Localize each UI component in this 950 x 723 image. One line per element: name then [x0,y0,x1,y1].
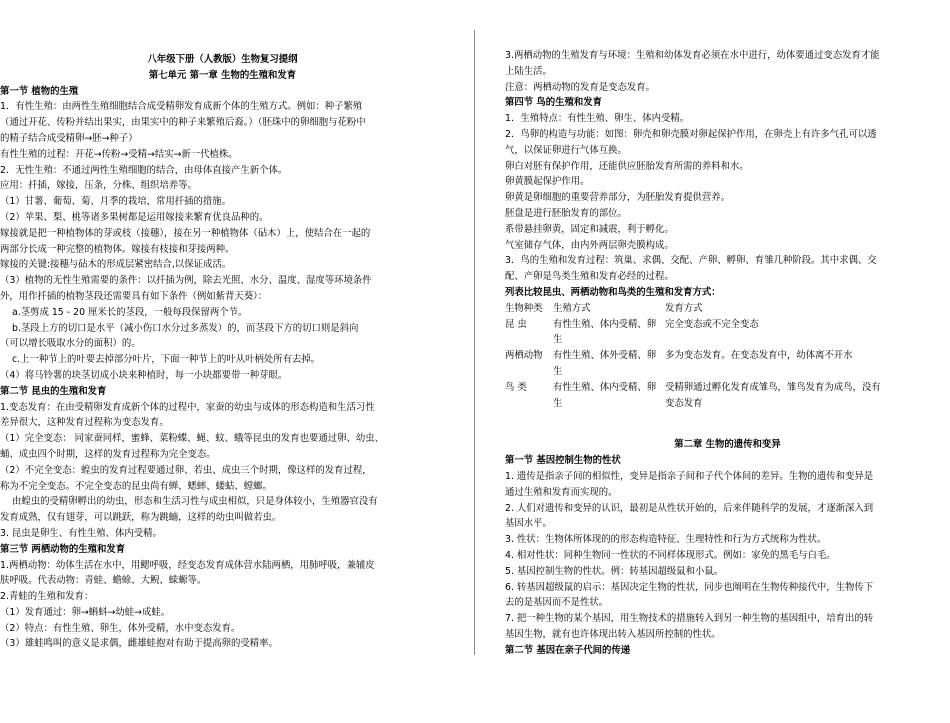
text-line: 1.两栖动物：幼体生活在水中，用鳃呼吸，经变态发育成体营水陆两栖，用肺呼吸，兼辅皮 [0,559,375,571]
text-line: 注意：两栖动物的发育是变态发育。 [505,81,656,93]
text-line: c.上一种节上的叶要去掉部分叶片，下面一种节上的叶从叶柄处所有去掉。 [12,354,321,366]
text-line: 去的是基因而不是性状。 [505,597,609,609]
table-row [505,317,881,349]
table-cell-line: 生 [553,397,563,409]
text-line: 称为不完全变态。不完全变态的昆虫尚有蝉、蟋蟀、蝼蛄、螳螂。 [0,480,272,492]
text-line: 嫁接就是把一种植物体的芽或枝（接穗），接在另一种植物体（砧木）上，使结合在一起的 [0,227,371,239]
table-cell-line: 鸟 类 [505,381,527,393]
text-line: 3.两栖动物的生殖发育与环境：生殖和幼体发育必须在水中进行，幼体要通过变态发育才能 [505,50,880,61]
text-line: （4）将马铃薯的块茎切成小块来种植时，每一小块都要带一种芽眼。 [0,369,288,381]
table-header-row [505,301,881,317]
text-line: （2）苹果、梨、桃等诸多果树都是运用嫁接来繁育优良品种的。 [0,211,269,223]
text-line: 上陆生活。 [505,65,552,77]
table-cell-line: 有性生殖、体外受精、卵 [553,350,657,362]
text-line: 1．有性生殖：由两性生殖细胞结合成受精卵发育成新个体的生殖方式。例如：种子繁殖 [0,101,363,113]
text-line: （3）雄蛙鸣叫的意义是求偶，雌雄蛙抱对有助于提高卵的受精率。 [0,638,278,650]
table-cell [505,380,553,412]
table-cell [553,348,665,380]
text-line: （通过开花、传粉并结出果实，由果实中的种子来繁殖后裔。）（胚珠中的卵细胞与花粉中 [0,117,366,129]
section-heading: 第二节 基因在亲子代间的传递 [505,644,631,656]
table-cell-line: 完全变态或不完全变态 [665,318,759,330]
left-column [0,0,445,723]
text-line: 差异很大，这种发育过程称为变态发育。 [0,417,169,429]
text-line: a.茎剪成 15 - 20 厘米长的茎段，一般每段保留两个节。 [12,306,248,318]
table-header-cell: 发育方式 [665,302,703,314]
table-cell [505,317,553,349]
table-cell [665,380,881,412]
text-line: 有性生殖的过程：开花→传粉→受精→结实→新一代植株。 [0,148,238,160]
table-cell-line: 两栖动物 [505,350,543,362]
text-line: 两部分长成一种完整的植物体。嫁接有枝接和芽接两种。 [0,243,235,255]
text-line: （1）发育通过：卵→蝌蚪→幼蛙→成蛙。 [0,606,171,618]
left-text-block [0,52,445,652]
table-cell-line: 变态发育 [665,397,703,409]
text-line: 基因生物，就有也许体现出转入基因所控制的性状。 [505,628,721,640]
table-header-cell: 生物种类 [505,302,543,314]
text-line: 1.变态发育：在由受精卵发育成新个体的过程中，家蚕的幼虫与成体的形态构造和生活习性 [0,401,375,413]
text-line: （2）不完全变态：蝗虫的发育过程要通过卵、若虫、成虫三个时期，像这样的发育过程， [0,464,372,476]
text-line: 蛹、成虫四个时期，这样的发育过程称为完全变态。 [0,448,216,460]
text-line: 2. 人们对遗传和变异的认识，最初是从性状开始的，后来伴随科学的发展，才逐渐深入到 [505,502,874,514]
text-line: 嫁接的关键:接穗与砧木的形成层紧密结合,以保证成活。 [0,259,232,271]
section-heading: 第一节 基因控制生物的性状 [505,455,621,467]
table-header-cell: 生殖方式 [553,302,591,314]
text-line: 由蝗虫的受精卵孵出的幼虫，形态和生活习性与成虫相似，只是身体较小，生殖器官没有 [12,496,378,508]
text-line: （3）植物的无性生殖需要的条件：以扦插为例，除去光照、水分、温度、湿度等环境条件 [0,275,372,287]
table-cell [505,348,553,380]
text-line: 外，用作扦插的植物茎段还需要具有如下条件（例如紫背天葵）： [0,290,268,302]
text-line: 发育成熟，仅有翅芽，可以跳跃，称为跳蝻，这样的幼虫叫做若虫。 [0,512,282,524]
right-text-block-top [505,48,950,301]
text-line: 3．鸟的生殖和发育过程：筑巢、求偶、交配、产卵、孵卵、育雏几种阶段。其中求偶、交 [505,255,877,267]
table-cell [665,317,881,349]
text-line: 3. 昆虫是卵生、有性生殖、体内受精。 [0,527,162,539]
table-cell [553,380,665,412]
table-cell-line: 多为变态发育。在变态发育中，幼体离不开水 [665,350,853,362]
text-line: 系带悬挂卵黄，固定和减震，利于孵化。 [505,223,674,235]
text-line: 卵白对胚有保护作用，还能供应胚胎发育所需的养料和水。 [505,160,749,172]
text-line: 胚盘是进行胚胎发育的部位。 [505,207,627,219]
text-line: 6. 转基因超级鼠的启示：基因决定生物的性状，同步也阐明在生物传种接代中，生物传下 [505,581,874,593]
table-cell [553,317,665,349]
table-cell-line [665,364,881,380]
section-heading: 第三节 两栖动物的生殖和发育 [0,543,126,555]
table-cell-line [505,396,553,412]
text-line: （可以增长吸取水分的面积）的。 [0,338,141,350]
table-cell [665,348,881,380]
section-heading: 第四节 鸟的生殖和发育 [505,97,603,109]
table-cell-line [665,332,881,348]
right-column [505,0,950,719]
section-title: 第二章 生物的遗传和变异 [674,439,781,451]
section-heading: 第一节 植物的生殖 [0,85,79,97]
section-title: 第七单元 第一章 生物的生殖和发育 [148,69,297,81]
text-line: 肤呼吸。代表动物：青蛙、蟾蜍、大鲵、蝾螈等。 [0,575,207,587]
section-heading: 列表比较昆虫、两栖动物和鸟类的生殖和发育方式： [505,286,721,298]
text-line: 通过生殖和发育而实现的。 [505,486,618,498]
text-line: 5. 基因控制生物的性状。例：转基因超级鼠和小鼠。 [505,565,724,577]
text-line: 4. 相对性状：同种生物同一性状的不同样体现形式。例如：家免的黑毛与白毛。 [505,549,836,561]
text-line: 基因水平。 [505,518,552,530]
text-line: 卵黄膜起保护作用。 [505,176,590,188]
text-line: 卵黄是卵细胞的重要营养部分，为胚胎发育提供营养。 [505,192,731,204]
text-line: （1）完全变态： 同家蚕同样，蜜蜂、菜粉蝶、蝇、蚊、蛾等昆虫的发育也要通过卵、幼虫、 [0,433,384,445]
table-cell-line [505,332,553,348]
text-line: （2）特点：有性生殖、卵生，体外受精，水中变态发育。 [0,622,241,634]
section-title: 八年级下册（人教版）生物复习提纲 [147,54,298,65]
text-line: （1）甘薯、葡萄、菊、月季的栽培，常用扦插的措施。 [0,196,231,208]
table-cell-line: 昆 虫 [505,318,527,330]
text-line: 3. 性状：生物体所体现的的形态构造特征、生理特性和行为方式统称为性状。 [505,534,827,546]
column-divider [474,30,475,655]
right-text-block-bottom [505,437,950,658]
table-cell-line: 生 [553,334,563,346]
table-cell-line: 受精卵通过孵化发育成雏鸟，雏鸟发育为成鸟，没有 [665,381,881,393]
table-body [505,317,881,412]
text-line: 1. 遗传是指亲子间的相似性，变异是指亲子间和子代个体间的差异。生物的遗传和变异是 [505,470,874,482]
text-line: 7. 把一种生物的某个基因，用生物技术的措施转入到另一种生物的基因组中，培育出的转 [505,613,874,625]
table-row [505,348,881,380]
text-line: 2．无性生殖：不通过两性生殖细胞的结合，由母体直接产生新个体。 [0,164,288,176]
table-row [505,380,881,412]
text-line: b.茎段上方的切口是水平（减小伤口水分过多蒸发）的，而茎段下方的切口则是斜向 [12,322,359,334]
text-line: 应用：扦插，嫁接，压条，分株、组织培养等。 [0,180,197,192]
text-line: 2.青蛙的生殖和发育： [0,591,94,603]
section-heading: 第二节 昆虫的生殖和发育 [0,385,107,397]
text-line: 气，以保证卵进行气体互换。 [505,144,627,156]
table-cell-line [505,364,553,380]
text-line: 2．鸟卵的构造与功能：如图：卵壳和卵壳膜对卵起保护作用，在卵壳上有许多气孔可以透 [505,128,877,140]
text-line: 配、产卵是鸟类生殖和发育必经的过程。 [505,271,674,283]
text-line: 的精子结合成受精卵→胚→种子） [0,132,138,144]
text-line: 气室储存气体，由内外两层卵壳膜构成。 [505,239,674,251]
table-cell-line: 有性生殖、体内受精、卵 [553,381,657,393]
text-line: 1．生殖特点：有性生殖、卵生、体内受精。 [505,113,690,125]
table-cell-line: 有性生殖、体内受精、卵 [553,318,657,330]
table-cell-line: 生 [553,365,563,377]
comparison-table [505,301,881,412]
